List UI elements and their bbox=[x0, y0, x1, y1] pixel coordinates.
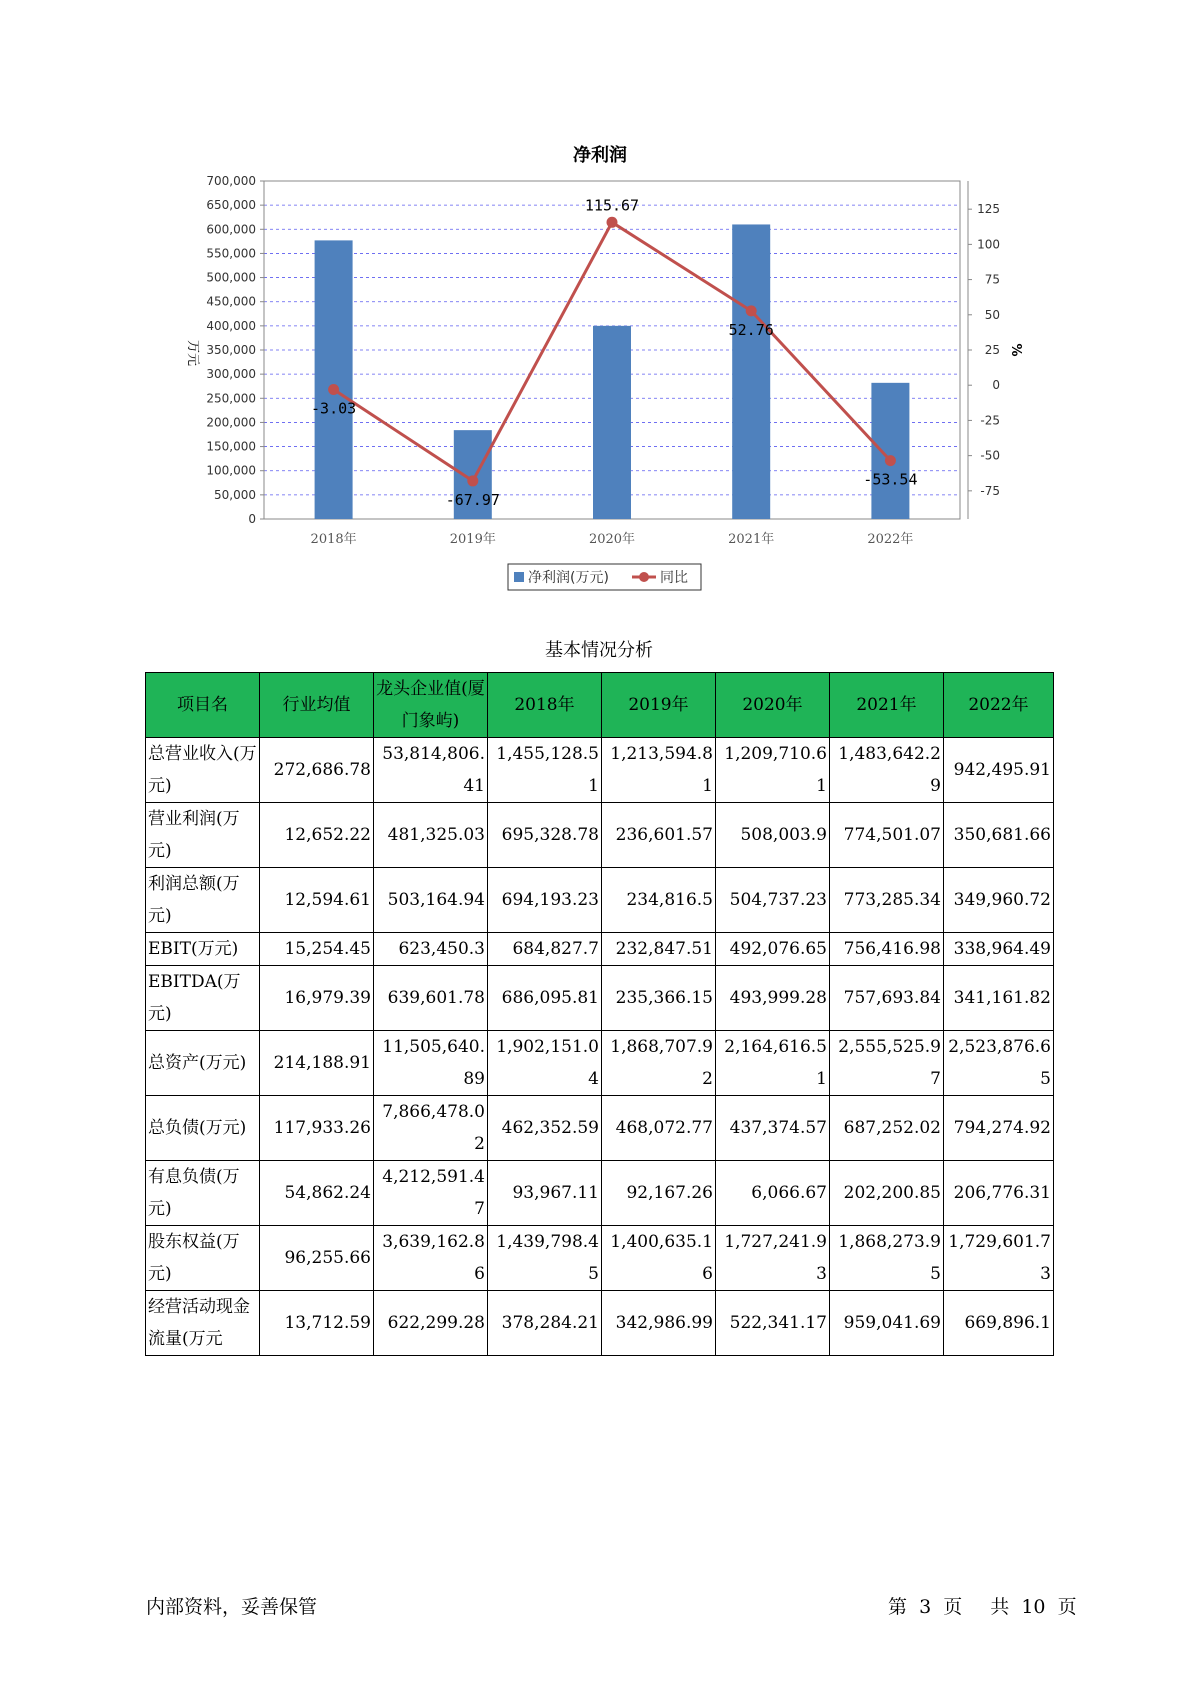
value-cell: 694,193.23 bbox=[488, 868, 602, 933]
bar bbox=[315, 240, 353, 519]
value-cell: 437,374.57 bbox=[716, 1096, 830, 1161]
y2-tick-label: 25 bbox=[984, 343, 1000, 357]
header-cell: 2018年 bbox=[488, 673, 602, 738]
left-axis-ticks bbox=[206, 174, 264, 526]
y2-tick-label: -75 bbox=[980, 483, 1000, 498]
bar-series bbox=[315, 224, 910, 519]
value-cell: 503,164.94 bbox=[374, 868, 488, 933]
row-label-cell: EBITDA(万元) bbox=[146, 966, 260, 1031]
total-num: 10 bbox=[1021, 1596, 1046, 1618]
y-tick-label: 100,000 bbox=[206, 463, 256, 478]
row-label-cell: EBIT(万元) bbox=[146, 933, 260, 966]
value-cell: 350,681.66 bbox=[944, 803, 1054, 868]
value-cell: 2,555,525.97 bbox=[830, 1031, 944, 1096]
header-cell: 2021年 bbox=[830, 673, 944, 738]
header-cell: 2022年 bbox=[944, 673, 1054, 738]
value-cell: 234,816.5 bbox=[602, 868, 716, 933]
value-cell: 481,325.03 bbox=[374, 803, 488, 868]
legend-line-label: 同比 bbox=[660, 570, 688, 586]
value-cell: 695,328.78 bbox=[488, 803, 602, 868]
value-cell: 15,254.45 bbox=[260, 933, 374, 966]
y-tick-label: 400,000 bbox=[206, 318, 256, 333]
value-cell: 773,285.34 bbox=[830, 868, 944, 933]
y-tick-label: 350,000 bbox=[206, 343, 256, 357]
line-point bbox=[607, 217, 618, 228]
row-label-cell: 总负债(万元) bbox=[146, 1096, 260, 1161]
y-tick-label: 450,000 bbox=[206, 294, 256, 309]
value-cell: 623,450.3 bbox=[374, 933, 488, 966]
value-cell: 686,095.81 bbox=[488, 966, 602, 1031]
value-cell: 684,827.7 bbox=[488, 933, 602, 966]
table-row bbox=[146, 1096, 1054, 1161]
value-cell: 202,200.85 bbox=[830, 1161, 944, 1226]
value-cell: 235,366.15 bbox=[602, 966, 716, 1031]
line-point bbox=[885, 455, 896, 466]
page-prefix: 第 bbox=[888, 1596, 908, 1618]
value-cell: 214,188.91 bbox=[260, 1031, 374, 1096]
table-caption: 基本情况分析 bbox=[545, 640, 653, 661]
value-cell: 1,868,273.95 bbox=[830, 1226, 944, 1291]
value-cell: 492,076.65 bbox=[716, 933, 830, 966]
header-cell: 项目名 bbox=[146, 673, 260, 738]
row-label-cell: 总营业收入(万元) bbox=[146, 738, 260, 803]
table-row bbox=[146, 1161, 1054, 1226]
value-cell: 16,979.39 bbox=[260, 966, 374, 1031]
page-suffix: 页 bbox=[943, 1596, 963, 1618]
x-tick-label: 2019年 bbox=[449, 532, 496, 547]
table-body bbox=[146, 738, 1054, 1356]
y-tick-label: 250,000 bbox=[206, 391, 256, 406]
value-cell: 959,041.69 bbox=[830, 1291, 944, 1356]
net-profit-chart bbox=[0, 0, 1191, 600]
line-point bbox=[328, 384, 339, 395]
value-cell: 1,483,642.29 bbox=[830, 738, 944, 803]
y-tick-label: 0 bbox=[248, 512, 256, 526]
legend-bar-swatch bbox=[514, 572, 524, 582]
value-cell: 12,652.22 bbox=[260, 803, 374, 868]
value-cell: 232,847.51 bbox=[602, 933, 716, 966]
page-number bbox=[888, 1592, 1077, 1619]
value-cell: 11,505,640.89 bbox=[374, 1031, 488, 1096]
value-cell: 468,072.77 bbox=[602, 1096, 716, 1161]
value-cell: 92,167.26 bbox=[602, 1161, 716, 1226]
value-cell: 522,341.17 bbox=[716, 1291, 830, 1356]
bar bbox=[732, 224, 770, 519]
legend-bar-label: 净利润(万元) bbox=[528, 570, 609, 586]
value-cell: 1,455,128.51 bbox=[488, 738, 602, 803]
y2-tick-label: 0 bbox=[992, 378, 1000, 393]
value-cell: 1,213,594.81 bbox=[602, 738, 716, 803]
header-cell: 龙头企业值(厦门象屿) bbox=[374, 673, 488, 738]
y-tick-label: 200,000 bbox=[206, 415, 256, 430]
value-cell: 942,495.91 bbox=[944, 738, 1054, 803]
value-cell: 669,896.1 bbox=[944, 1291, 1054, 1356]
value-cell: 794,274.92 bbox=[944, 1096, 1054, 1161]
table-row bbox=[146, 1291, 1054, 1356]
value-cell: 6,066.67 bbox=[716, 1161, 830, 1226]
value-cell: 3,639,162.86 bbox=[374, 1226, 488, 1291]
total-suffix: 页 bbox=[1057, 1596, 1077, 1618]
table-row bbox=[146, 933, 1054, 966]
x-tick-label: 2020年 bbox=[588, 532, 636, 547]
basic-analysis-table bbox=[145, 672, 1054, 1356]
row-label-cell: 经营活动现金流量(万元 bbox=[146, 1291, 260, 1356]
table-row bbox=[146, 1226, 1054, 1291]
bar bbox=[871, 383, 909, 519]
value-cell: 117,933.26 bbox=[260, 1096, 374, 1161]
value-cell: 206,776.31 bbox=[944, 1161, 1054, 1226]
value-cell: 1,729,601.73 bbox=[944, 1226, 1054, 1291]
value-cell: 774,501.07 bbox=[830, 803, 944, 868]
value-cell: 2,164,616.51 bbox=[716, 1031, 830, 1096]
row-label-cell: 利润总额(万元) bbox=[146, 868, 260, 933]
data-label: -67.97 bbox=[445, 490, 500, 509]
value-cell: 1,727,241.93 bbox=[716, 1226, 830, 1291]
table-row bbox=[146, 868, 1054, 933]
value-cell: 93,967.11 bbox=[488, 1161, 602, 1226]
legend-line-marker bbox=[639, 572, 649, 582]
value-cell: 504,737.23 bbox=[716, 868, 830, 933]
row-label-cell: 股东权益(万元) bbox=[146, 1226, 260, 1291]
total-prefix: 共 bbox=[990, 1596, 1010, 1618]
value-cell: 639,601.78 bbox=[374, 966, 488, 1031]
x-tick-label: 2021年 bbox=[728, 532, 775, 547]
page-num: 3 bbox=[919, 1596, 932, 1618]
header-cell: 行业均值 bbox=[260, 673, 374, 738]
value-cell: 378,284.21 bbox=[488, 1291, 602, 1356]
y-tick-label: 300,000 bbox=[206, 367, 256, 382]
value-cell: 349,960.72 bbox=[944, 868, 1054, 933]
table-row bbox=[146, 803, 1054, 868]
value-cell: 54,862.24 bbox=[260, 1161, 374, 1226]
y-tick-label: 700,000 bbox=[206, 174, 256, 188]
value-cell: 622,299.28 bbox=[374, 1291, 488, 1356]
data-label: 115.67 bbox=[584, 196, 640, 215]
line-point bbox=[746, 305, 757, 316]
value-cell: 1,209,710.61 bbox=[716, 738, 830, 803]
table-header-row bbox=[146, 673, 1054, 738]
value-cell: 493,999.28 bbox=[716, 966, 830, 1031]
x-axis-ticks bbox=[311, 531, 914, 547]
value-cell: 96,255.66 bbox=[260, 1226, 374, 1291]
y-tick-label: 150,000 bbox=[206, 439, 256, 454]
y-tick-label: 50,000 bbox=[214, 487, 256, 502]
value-cell: 7,866,478.02 bbox=[374, 1096, 488, 1161]
table-row bbox=[146, 966, 1054, 1031]
data-label: 52.76 bbox=[728, 320, 774, 339]
value-cell: 508,003.9 bbox=[716, 803, 830, 868]
data-label: -53.54 bbox=[863, 470, 918, 489]
y2-tick-label: 125 bbox=[977, 202, 1000, 217]
chart-title: 净利润 bbox=[573, 145, 627, 166]
y2-tick-label: 75 bbox=[984, 272, 1000, 287]
value-cell: 462,352.59 bbox=[488, 1096, 602, 1161]
chart-legend bbox=[508, 564, 701, 590]
y-tick-label: 650,000 bbox=[206, 198, 256, 213]
value-cell: 2,523,876.65 bbox=[944, 1031, 1054, 1096]
right-axis-ticks bbox=[968, 202, 1000, 498]
y-axis-label: 万元 bbox=[185, 339, 200, 367]
line-point bbox=[467, 475, 478, 486]
value-cell: 1,868,707.92 bbox=[602, 1031, 716, 1096]
y-tick-label: 500,000 bbox=[206, 270, 256, 285]
row-label-cell: 有息负债(万元) bbox=[146, 1161, 260, 1226]
bar bbox=[593, 326, 631, 519]
confidential-note: 内部资料，妥善保管 bbox=[146, 1596, 318, 1618]
y2-axis-label: % bbox=[1008, 343, 1023, 357]
y2-tick-label: -25 bbox=[980, 413, 1000, 428]
value-cell: 341,161.82 bbox=[944, 966, 1054, 1031]
table-row bbox=[146, 738, 1054, 803]
value-cell: 272,686.78 bbox=[260, 738, 374, 803]
table-row bbox=[146, 1031, 1054, 1096]
value-cell: 687,252.02 bbox=[830, 1096, 944, 1161]
value-cell: 13,712.59 bbox=[260, 1291, 374, 1356]
header-cell: 2020年 bbox=[716, 673, 830, 738]
value-cell: 53,814,806.41 bbox=[374, 738, 488, 803]
value-cell: 4,212,591.47 bbox=[374, 1161, 488, 1226]
row-label-cell: 营业利润(万元) bbox=[146, 803, 260, 868]
y-tick-label: 600,000 bbox=[206, 222, 256, 237]
x-tick-label: 2022年 bbox=[867, 532, 914, 547]
value-cell: 1,400,635.16 bbox=[602, 1226, 716, 1291]
y2-tick-label: 100 bbox=[977, 237, 1000, 252]
data-label: -3.03 bbox=[311, 399, 357, 418]
value-cell: 12,594.61 bbox=[260, 868, 374, 933]
row-label-cell: 总资产(万元) bbox=[146, 1031, 260, 1096]
y2-tick-label: 50 bbox=[984, 307, 1000, 322]
value-cell: 342,986.99 bbox=[602, 1291, 716, 1356]
y-tick-label: 550,000 bbox=[206, 246, 256, 261]
x-tick-label: 2018年 bbox=[310, 532, 357, 547]
header-cell: 2019年 bbox=[602, 673, 716, 738]
value-cell: 338,964.49 bbox=[944, 933, 1054, 966]
value-cell: 236,601.57 bbox=[602, 803, 716, 868]
y2-tick-label: -50 bbox=[980, 448, 1000, 463]
value-cell: 1,439,798.45 bbox=[488, 1226, 602, 1291]
value-cell: 1,902,151.04 bbox=[488, 1031, 602, 1096]
value-cell: 756,416.98 bbox=[830, 933, 944, 966]
value-cell: 757,693.84 bbox=[830, 966, 944, 1031]
